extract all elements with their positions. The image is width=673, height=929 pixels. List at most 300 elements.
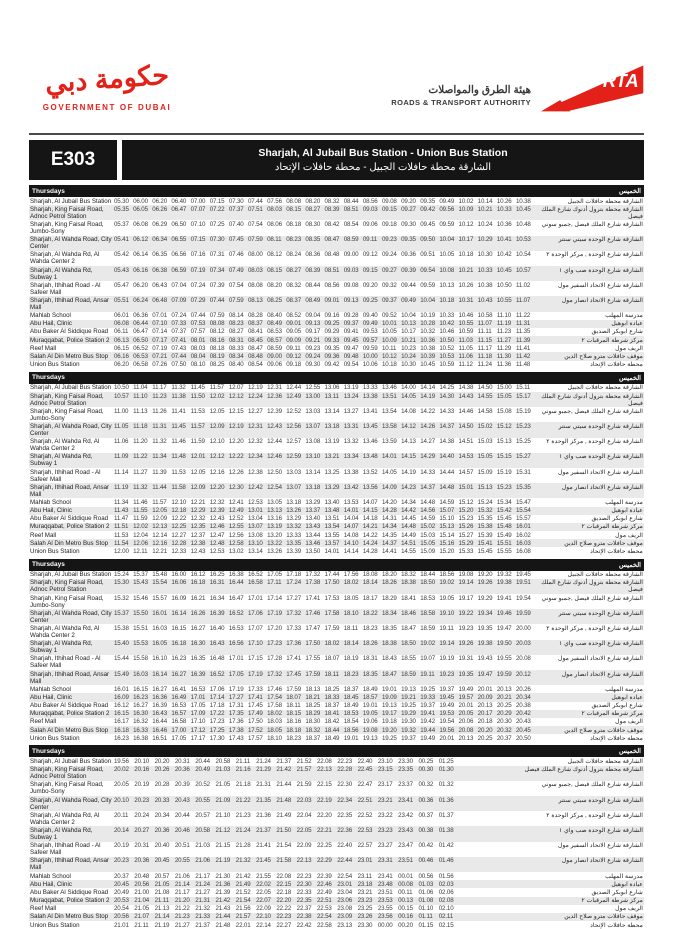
time-cell: 13.32 — [286, 523, 301, 531]
timetable-row — [29, 693, 644, 701]
time-cell: 21.19 — [154, 921, 170, 929]
time-cell: 19.45 — [439, 693, 455, 701]
time-cell: 18.53 — [343, 710, 359, 718]
time-cell: 08.03 — [267, 205, 282, 213]
time-cell: 16.01 — [515, 523, 531, 531]
departure-times — [114, 205, 535, 213]
departure-times — [114, 320, 535, 328]
time-cell: 07.16 — [190, 251, 206, 259]
time-cell: 07.44 — [171, 353, 187, 361]
time-cell: 01.56 — [438, 872, 454, 880]
time-cell: 09.21 — [305, 336, 321, 344]
time-cell: 20.51 — [174, 842, 190, 850]
time-cell: 08.13 — [247, 296, 263, 304]
time-cell: 16.27 — [152, 685, 168, 693]
time-cell: 12.04 — [133, 531, 148, 539]
time-cell: 21.00 — [134, 888, 150, 896]
time-cell: 07.46 — [228, 251, 244, 259]
time-cell: 10.48 — [515, 220, 531, 228]
time-cell: 11.30 — [496, 353, 512, 361]
timetable-row — [29, 921, 644, 929]
time-cell: 11.47 — [114, 515, 129, 523]
time-cell: 14.29 — [420, 453, 435, 461]
time-cell: 16.52 — [247, 571, 263, 579]
time-cell: 09.01 — [324, 296, 340, 304]
dubai-government-logo — [32, 59, 182, 112]
departure-times — [114, 766, 459, 774]
time-cell: 14.41 — [381, 548, 397, 556]
time-cell: 21.15 — [215, 842, 231, 850]
time-cell: 13.05 — [267, 498, 282, 506]
time-cell: 06.55 — [171, 236, 187, 244]
time-cell: 11.50 — [190, 392, 205, 400]
time-cell: 08.54 — [343, 220, 359, 228]
time-cell: 14.50 — [477, 384, 493, 392]
time-cell: 10.38 — [420, 344, 435, 352]
time-cell: 19.35 — [458, 670, 474, 678]
time-cell: 15.17 — [515, 392, 531, 400]
time-cell: 14.05 — [381, 468, 397, 476]
time-cell: 15.19 — [515, 407, 531, 415]
time-cell: 17.06 — [209, 685, 225, 693]
time-cell: 06.14 — [133, 251, 148, 259]
time-cell: 14.01 — [343, 507, 359, 515]
time-cell: 07.26 — [152, 361, 168, 369]
time-cell: 16.27 — [190, 624, 206, 632]
time-cell: 21.30 — [215, 872, 231, 880]
time-cell: 18.16 — [286, 718, 301, 726]
stop-name-en: Sharjah, King Faisal Road, Jumbo-Sony — [30, 781, 104, 796]
time-cell: 21.04 — [134, 897, 150, 905]
time-cell: 09.52 — [381, 312, 397, 320]
time-cell: 14.28 — [381, 507, 397, 515]
day-bar — [29, 372, 644, 384]
time-cell: 16.49 — [171, 693, 187, 701]
time-cell: 06.20 — [133, 281, 148, 289]
time-cell: 15.12 — [458, 498, 474, 506]
stop-name-en: Muraqqabat, Police Station 2 — [30, 523, 110, 531]
time-cell: 13.24 — [343, 392, 359, 400]
stop-name-en: Sharjah, Al Wahda Rd, Subway 1 — [30, 266, 93, 281]
time-cell: 19.02 — [439, 579, 455, 587]
timetable-row — [29, 842, 644, 857]
stop-name-en: Mahlab School — [30, 498, 71, 506]
departure-times — [114, 251, 535, 259]
timetable-row — [29, 640, 644, 655]
time-cell: 09.35 — [420, 197, 435, 205]
time-cell: 18.02 — [267, 710, 282, 718]
time-cell: 17.59 — [324, 624, 340, 632]
time-cell: 19.56 — [114, 758, 129, 766]
time-cell: 12.56 — [286, 422, 301, 430]
time-cell: 11.23 — [496, 328, 512, 336]
stop-name-en: Salah Al Din Metro Bus Stop — [30, 913, 109, 921]
time-cell: 10.00 — [362, 353, 378, 361]
time-cell: 21.27 — [174, 921, 190, 929]
time-cell: 12.20 — [209, 483, 225, 491]
time-cell: 18.26 — [362, 640, 378, 648]
time-cell: 14.07 — [343, 523, 359, 531]
time-cell: 06.59 — [171, 266, 187, 274]
time-cell: 19.23 — [439, 670, 455, 678]
time-cell: 11.10 — [496, 312, 512, 320]
timetable-row — [29, 384, 644, 392]
time-cell: 15.49 — [496, 531, 512, 539]
time-cell: 15.29 — [458, 539, 474, 547]
time-cell: 23.13 — [337, 921, 352, 929]
time-cell: 06.35 — [152, 251, 168, 259]
departure-times — [114, 407, 535, 415]
time-cell: 19.37 — [401, 734, 416, 742]
time-cell: 13.55 — [324, 531, 340, 539]
timetable-row — [29, 655, 644, 670]
time-cell: 07.22 — [209, 205, 225, 213]
time-cell: 22.44 — [337, 857, 352, 865]
time-cell: 19.26 — [477, 579, 493, 587]
time-cell: 23.48 — [377, 880, 393, 888]
time-cell: 19.11 — [439, 624, 454, 632]
time-cell: 11.00 — [114, 407, 129, 415]
time-cell: 08.40 — [267, 312, 282, 320]
time-cell: 12.43 — [267, 422, 282, 430]
time-cell: 11.32 — [171, 384, 186, 392]
time-cell: 18.08 — [362, 571, 378, 579]
time-cell: 22.29 — [316, 857, 332, 865]
time-cell: 17.55 — [305, 655, 321, 663]
time-cell: 08.51 — [343, 205, 359, 213]
time-cell: 00.13 — [398, 897, 413, 905]
time-cell: 18.15 — [286, 710, 301, 718]
departure-times — [114, 718, 535, 726]
time-cell: 14.04 — [343, 515, 359, 523]
time-cell: 16.53 — [228, 624, 244, 632]
time-cell: 15.54 — [152, 579, 168, 587]
stop-name-ar: الشارقة شارع الاتحاد السفير مول — [557, 281, 643, 289]
time-cell: 09.57 — [362, 336, 378, 344]
stop-name-en: Union Bus Station — [30, 361, 80, 369]
time-cell: 13.35 — [286, 539, 301, 547]
time-cell: 18.46 — [401, 609, 416, 617]
time-cell: 13.11 — [324, 392, 339, 400]
time-cell: 18.49 — [324, 734, 340, 742]
time-cell: 15.46 — [133, 594, 148, 602]
stop-name-ar: مدرسة المهلب — [605, 685, 643, 693]
stop-name-en: Sharjah, Ithihad Road - Al Safeer Mall — [30, 842, 101, 857]
time-cell: 11.51 — [114, 523, 129, 531]
time-cell: 10.01 — [381, 320, 397, 328]
time-cell: 14.10 — [343, 539, 359, 547]
time-cell: 13.06 — [324, 384, 340, 392]
time-cell: 10.18 — [439, 296, 455, 304]
time-cell: 16.02 — [515, 531, 531, 539]
time-cell: 22.01 — [235, 921, 251, 929]
stop-name-ar: الريف مول — [615, 905, 643, 913]
stop-name-ar: الشارقة شارع الاتحاد السفير مول — [557, 842, 643, 850]
time-cell: 02.06 — [438, 888, 454, 896]
time-cell: 18.50 — [401, 640, 416, 648]
time-cell: 12.11 — [133, 548, 148, 556]
route-title-en: Sharjah, Al Jubail Bus Station - Union Bus Station — [258, 147, 508, 159]
stop-name-en: Muraqqabat, Police Station 2 — [30, 897, 110, 905]
time-cell: 20.23 — [134, 796, 150, 804]
time-cell: 07.59 — [247, 236, 263, 244]
time-cell: 14.08 — [401, 407, 416, 415]
time-cell: 15.57 — [515, 515, 531, 523]
time-cell: 19.08 — [458, 571, 474, 579]
timetable-row — [29, 718, 644, 726]
time-cell: 13.01 — [247, 507, 263, 515]
stop-name-ar: الشارقة شارع الملك فيصل ,جمبو سوني — [541, 407, 643, 415]
time-cell: 11.09 — [114, 453, 129, 461]
time-cell: 09.03 — [343, 266, 359, 274]
time-cell: 13.26 — [267, 548, 282, 556]
time-cell: 11.15 — [477, 336, 492, 344]
departure-times — [114, 523, 535, 531]
time-cell: 13.08 — [247, 531, 263, 539]
time-cell: 20.30 — [496, 718, 512, 726]
time-cell: 22.23 — [296, 872, 312, 880]
time-cell: 14.34 — [401, 498, 416, 506]
time-cell: 21.08 — [154, 888, 170, 896]
time-cell: 12.39 — [267, 407, 282, 415]
time-cell: 15.48 — [152, 571, 168, 579]
time-cell: 06.20 — [114, 361, 129, 369]
stop-name-ar: شارع ابوبكر الصديق — [591, 888, 643, 896]
time-cell: 12.25 — [171, 523, 187, 531]
time-cell: 19.07 — [420, 655, 435, 663]
time-cell: 21.27 — [195, 888, 210, 896]
time-cell: 16.00 — [171, 571, 187, 579]
time-cell: 08.27 — [286, 266, 301, 274]
time-cell: 15.01 — [458, 483, 474, 491]
time-cell: 13.54 — [381, 407, 397, 415]
timetable-row — [29, 539, 644, 547]
time-cell: 21.36 — [256, 811, 271, 819]
time-cell: 09.12 — [286, 353, 301, 361]
time-cell: 10.04 — [420, 296, 435, 304]
time-cell: 15.00 — [496, 384, 512, 392]
departure-times — [114, 640, 535, 648]
time-cell: 18.59 — [401, 670, 416, 678]
time-cell: 21.20 — [174, 897, 190, 905]
time-cell: 15.13 — [496, 438, 512, 446]
time-cell: 13.51 — [324, 515, 340, 523]
time-cell: 22.09 — [256, 905, 271, 913]
time-cell: 13.25 — [324, 468, 340, 476]
time-cell: 07.41 — [171, 336, 187, 344]
time-cell: 15.45 — [477, 548, 493, 556]
time-cell: 01.15 — [418, 921, 434, 929]
stop-name-en: Sharjah, Al Jubail Bus Station — [30, 758, 112, 766]
time-cell: 09.47 — [343, 344, 359, 352]
time-cell: 16.01 — [152, 609, 168, 617]
time-cell: 19.55 — [496, 655, 512, 663]
departure-times — [114, 897, 459, 905]
time-cell: 10.58 — [477, 312, 493, 320]
time-cell: 11.45 — [171, 422, 186, 430]
time-cell: 15.51 — [496, 539, 512, 547]
stop-name-en: Abu Hail, Clinic — [30, 693, 72, 701]
time-cell: 16.58 — [247, 579, 263, 587]
time-cell: 17.19 — [267, 609, 282, 617]
time-cell: 09.59 — [439, 220, 455, 228]
departure-times — [114, 857, 459, 865]
time-cell: 16.12 — [114, 702, 129, 710]
time-cell: 19.34 — [477, 609, 493, 617]
time-cell: 20.57 — [195, 811, 210, 819]
time-cell: 20.29 — [496, 710, 512, 718]
time-cell: 15.12 — [496, 422, 512, 430]
time-cell: 19.01 — [343, 734, 359, 742]
time-cell: 02.15 — [438, 921, 454, 929]
time-cell: 19.05 — [439, 594, 455, 602]
time-cell: 14.51 — [401, 539, 416, 547]
time-cell: 14.43 — [458, 392, 474, 400]
time-cell: 09.29 — [324, 328, 340, 336]
time-cell: 17.31 — [228, 702, 244, 710]
time-cell: 06.13 — [114, 336, 129, 344]
time-cell: 09.04 — [305, 312, 321, 320]
time-cell: 13.18 — [286, 498, 301, 506]
time-cell: 08.49 — [267, 320, 282, 328]
time-cell: 16.23 — [114, 734, 129, 742]
time-cell: 10.24 — [477, 220, 493, 228]
time-cell: 09.15 — [362, 266, 378, 274]
time-cell: 22.22 — [276, 905, 292, 913]
timetable-row — [29, 352, 644, 360]
time-cell: 14.38 — [439, 438, 455, 446]
time-cell: 15.58 — [133, 655, 148, 663]
time-cell: 11.26 — [152, 407, 167, 415]
timetable-row — [29, 796, 644, 811]
time-cell: 15.13 — [477, 483, 493, 491]
timetable-row — [29, 220, 644, 235]
time-cell: 08.01 — [190, 336, 206, 344]
time-cell: 14.40 — [439, 453, 455, 461]
day-label-ar: الخميس — [619, 374, 641, 382]
time-cell: 10.08 — [439, 266, 455, 274]
time-cell: 10.28 — [420, 320, 435, 328]
time-cell: 10.26 — [496, 197, 512, 205]
time-cell: 06.16 — [114, 353, 129, 361]
time-cell: 21.37 — [195, 921, 210, 929]
time-cell: 20.37 — [114, 872, 129, 880]
departure-times — [114, 702, 535, 710]
stop-name-en: Reef Mall — [30, 905, 57, 913]
time-cell: 13.37 — [305, 507, 321, 515]
time-cell: 20.55 — [174, 857, 190, 865]
time-cell: 15.35 — [515, 483, 531, 491]
time-cell: 20.01 — [458, 702, 474, 710]
time-cell: 20.58 — [195, 826, 210, 834]
time-cell: 10.18 — [381, 361, 397, 369]
time-cell: 13.10 — [247, 539, 263, 547]
time-cell: 17.56 — [343, 571, 359, 579]
time-cell: 17.59 — [305, 670, 321, 678]
time-cell: 22.02 — [256, 880, 271, 888]
time-cell: 17.50 — [324, 579, 340, 587]
time-cell: 18.05 — [343, 594, 359, 602]
time-cell: 13.19 — [343, 384, 359, 392]
time-cell: 15.24 — [114, 571, 129, 579]
time-cell: 14.48 — [439, 483, 455, 491]
time-cell: 14.19 — [401, 468, 416, 476]
time-cell: 10.13 — [401, 320, 416, 328]
time-cell: 22.20 — [316, 811, 332, 819]
day-label-en: Thursdays — [32, 747, 65, 755]
time-cell: 11.36 — [496, 361, 512, 369]
time-cell: 09.20 — [401, 197, 416, 205]
time-cell: 16.39 — [152, 702, 168, 710]
time-cell: 06.56 — [171, 251, 187, 259]
time-cell: 15.23 — [515, 422, 531, 430]
time-cell: 15.23 — [496, 483, 512, 491]
time-cell: 08.32 — [324, 197, 340, 205]
time-cell: 06.50 — [133, 336, 148, 344]
time-cell: 07.39 — [209, 281, 225, 289]
time-cell: 13.13 — [267, 507, 282, 515]
time-cell: 17.52 — [247, 726, 263, 734]
time-cell: 16.08 — [515, 548, 531, 556]
time-cell: 18.23 — [362, 624, 378, 632]
time-cell: 08.27 — [228, 328, 244, 336]
time-cell: 14.55 — [477, 392, 493, 400]
stop-name-en: Sharjah, King Faisal Road, Jumbo-Sony — [30, 407, 104, 422]
time-cell: 09.33 — [324, 336, 340, 344]
time-cell: 18.23 — [286, 734, 301, 742]
departure-times — [114, 507, 535, 515]
time-cell: 08.49 — [305, 296, 321, 304]
time-cell: 14.44 — [439, 468, 455, 476]
time-cell: 22.30 — [337, 781, 352, 789]
time-cell: 22.30 — [296, 880, 312, 888]
departure-times — [114, 842, 459, 850]
timetable-row — [29, 609, 644, 624]
time-cell: 09.20 — [362, 281, 378, 289]
time-cell: 12.22 — [171, 515, 187, 523]
time-cell: 10.30 — [401, 361, 416, 369]
time-cell: 08.42 — [324, 220, 340, 228]
time-cell: 22.03 — [296, 796, 312, 804]
time-cell: 13.48 — [324, 507, 340, 515]
time-cell: 09.09 — [286, 336, 301, 344]
time-cell: 15.09 — [420, 548, 435, 556]
time-cell: 12.02 — [209, 392, 225, 400]
time-cell: 15.57 — [152, 594, 168, 602]
time-cell: 21.11 — [235, 758, 251, 766]
time-cell: 06.50 — [171, 220, 187, 228]
stop-name-ar: عيادة ابوهيل — [611, 693, 643, 701]
stop-name-ar: الشارقة شارع الاتحاد السفير مول — [557, 655, 643, 663]
timetable-page — [0, 59, 673, 929]
time-cell: 11.13 — [133, 407, 148, 415]
time-cell: 09.42 — [324, 361, 340, 369]
timetable-row — [29, 422, 644, 437]
time-cell: 19.43 — [477, 655, 493, 663]
time-cell: 20.11 — [114, 811, 129, 819]
time-cell: 18.30 — [305, 718, 321, 726]
time-cell: 18.44 — [420, 571, 435, 579]
time-cell: 20.24 — [134, 811, 150, 819]
stop-name-ar: الشارقة شارع الاتحاد انصار مول — [561, 670, 643, 678]
time-cell: 12.30 — [228, 483, 244, 491]
time-cell: 11.07 — [515, 296, 531, 304]
time-cell: 23.27 — [377, 842, 393, 850]
time-cell: 12.43 — [190, 548, 206, 556]
time-cell: 17.59 — [286, 685, 301, 693]
time-cell: 09.28 — [343, 312, 359, 320]
time-cell: 12.00 — [114, 548, 129, 556]
